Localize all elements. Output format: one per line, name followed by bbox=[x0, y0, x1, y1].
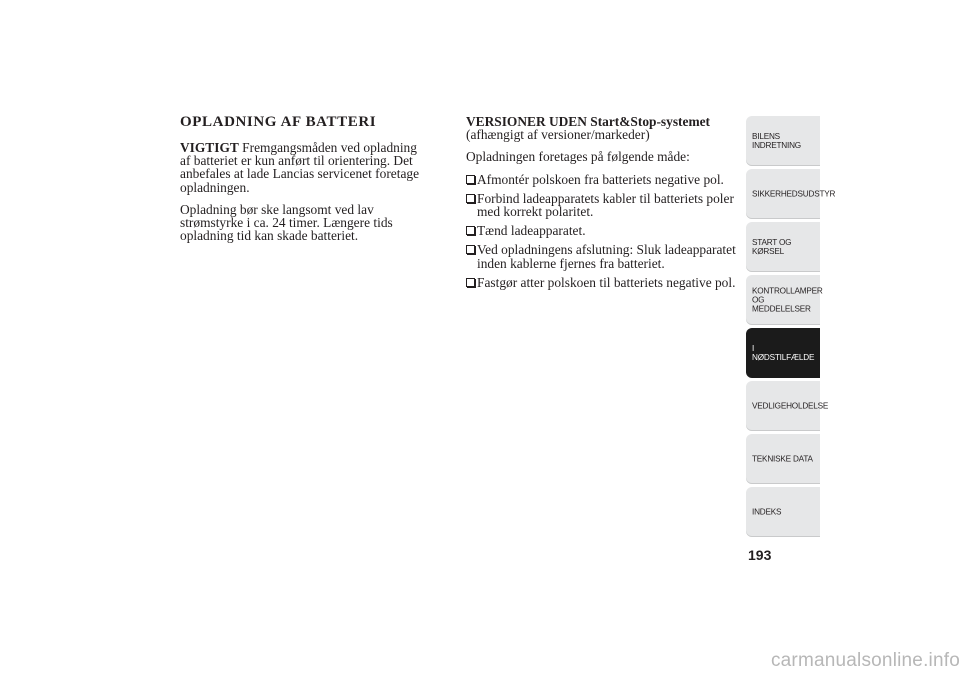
checkbox-bullet-icon bbox=[466, 278, 475, 287]
checkbox-bullet-icon bbox=[466, 175, 475, 184]
chapter-tabs bbox=[746, 116, 836, 540]
checkbox-bullet-icon bbox=[466, 245, 475, 254]
versions-note: (afhængigt af versioner/markeder) bbox=[466, 127, 650, 143]
tab-label: KONTROLLAMPER OG MEDDELELSER bbox=[752, 286, 823, 314]
important-label: VIGTIGT bbox=[180, 140, 239, 155]
step-text: Ved opladningens afslutning: Sluk ladeapparatet inden kablerne fjernes fra batteriet. bbox=[477, 242, 736, 271]
step-text: Fastgør atter polskoen til batteriets negative pol. bbox=[477, 274, 736, 290]
tab-indeks[interactable] bbox=[746, 487, 820, 537]
right-column bbox=[466, 115, 742, 295]
step-item bbox=[466, 243, 742, 269]
step-text: Tænd ladeapparatet. bbox=[477, 223, 586, 239]
tab-bilens-indretning[interactable] bbox=[746, 116, 820, 166]
step-text: Forbind ladeapparatets kabler til batteriets poler med korrekt polaritet. bbox=[477, 190, 734, 220]
tab-sikkerhedsudstyr[interactable] bbox=[746, 169, 836, 219]
page-number: 193 bbox=[748, 547, 772, 563]
important-text: Fremgangsmåden ved opladning af batteriet er kun anført til orientering. Det anbefales at lade Lancias servicenet foretage opladningen. bbox=[180, 140, 420, 195]
checkbox-bullet-icon bbox=[466, 194, 475, 203]
charging-paragraph: Opladning bør ske langsomt ved lav strømstyrke i ca. 24 timer. Længere tids opladning tid kan skade batteriet. bbox=[180, 201, 393, 244]
step-item bbox=[466, 173, 742, 186]
tab-label: INDEKS bbox=[752, 507, 782, 517]
watermark-text: carmanualsonline.info bbox=[770, 650, 960, 671]
step-item bbox=[466, 276, 742, 289]
step-text: Afmontér polskoen fra batteriets negative pol. bbox=[477, 171, 724, 187]
important-note bbox=[180, 141, 430, 194]
tab-label: SIKKERHEDSUDSTYR bbox=[752, 189, 836, 199]
tab-vedligeholdelse[interactable] bbox=[746, 381, 829, 431]
tab-label: TEKNISKE DATA bbox=[752, 454, 813, 464]
tab-tekniske-data[interactable] bbox=[746, 434, 820, 484]
section-title: OPLADNING AF BATTERI bbox=[180, 114, 377, 130]
procedure-steps bbox=[466, 173, 742, 289]
tab-label: VEDLIGEHOLDELSE bbox=[752, 401, 829, 411]
step-item bbox=[466, 192, 742, 218]
tab-label: I NØDSTILFÆLDE bbox=[752, 344, 815, 362]
tab-start-og-korsel[interactable] bbox=[746, 222, 820, 272]
versions-subhead: VERSIONER UDEN Start&Stop-systemet bbox=[466, 114, 710, 129]
tab-label: BILENS INDRETNING bbox=[752, 132, 801, 150]
tab-kontrollamper[interactable] bbox=[746, 275, 823, 325]
left-column bbox=[180, 113, 430, 251]
tab-i-nodstilfaelde[interactable] bbox=[746, 328, 820, 378]
tab-label: START OG KØRSEL bbox=[752, 238, 792, 256]
checkbox-bullet-icon bbox=[466, 226, 475, 235]
procedure-intro: Opladningen foretages på følgende måde: bbox=[466, 149, 690, 165]
step-item bbox=[466, 224, 742, 237]
